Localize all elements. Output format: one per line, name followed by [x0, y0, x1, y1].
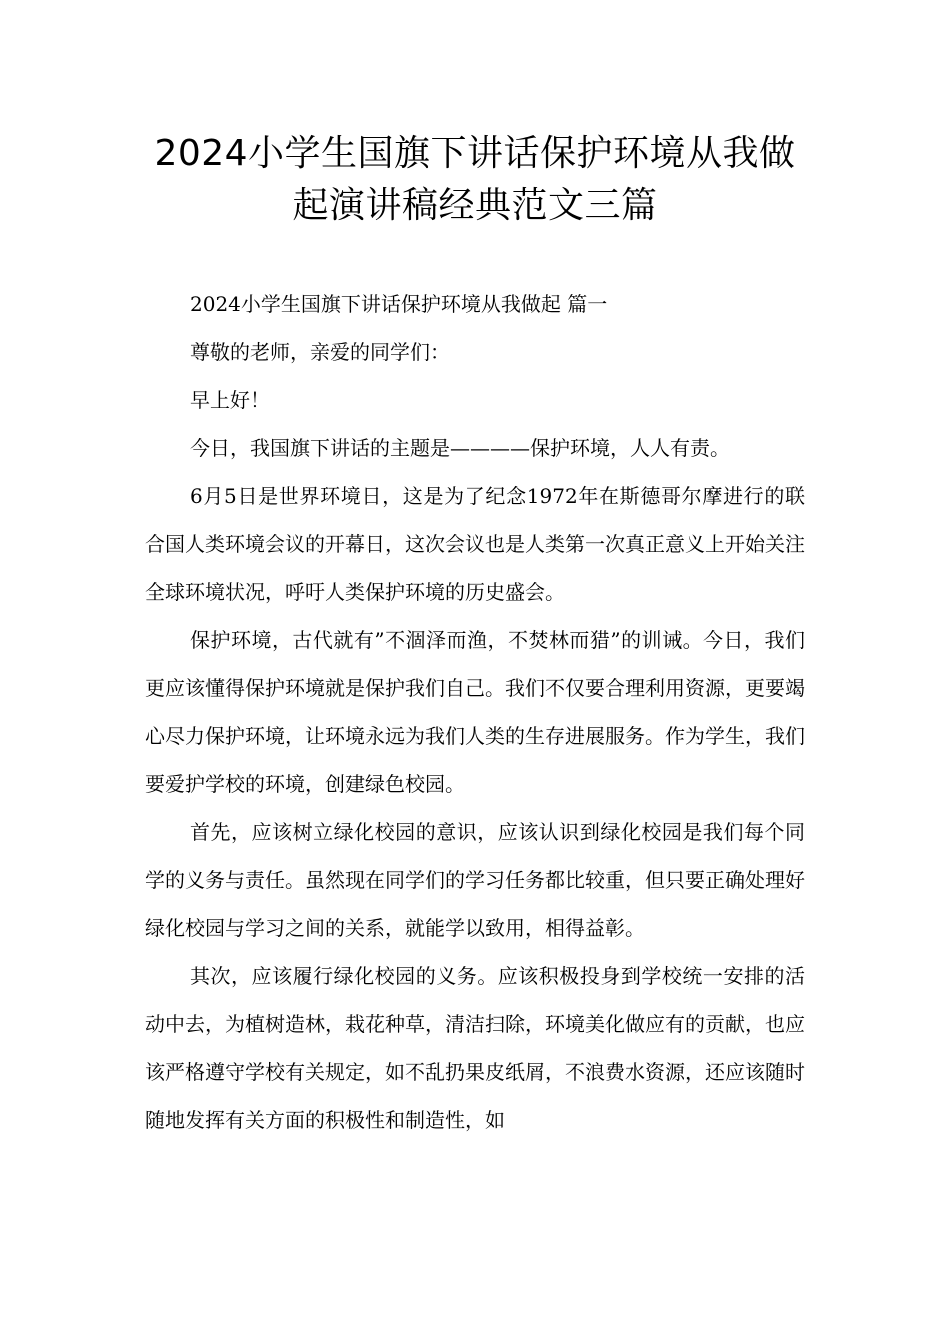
greeting: 早上好！	[190, 388, 270, 412]
document-body	[145, 280, 805, 1144]
paragraph: 6月5日是世界环境日，这是为了纪念1972年在斯德哥尔摩进行的联合国人类环境会议的开幕日，这次会议也是人类第一次真正意义上开始关注全球环境状况，呼吁人类保护环境的历史盛会。	[145, 484, 805, 604]
paragraph: 保护环境，古代就有”不涸泽而渔，不焚林而猎”的训诫。今日，我们更应该懂得保护环境就是保护我们自己。我们不仅要合理利用资源，更要竭心尽力保护环境，让环境永远为我们人类的生存进展服务。作为学生，我们要爱护学校的环境，创建绿色校园。	[145, 628, 805, 796]
title-line-2: 起演讲稿经典范文三篇	[292, 185, 658, 226]
section-heading: 2024小学生国旗下讲话保护环境从我做起 篇一	[190, 292, 608, 316]
paragraph: 今日，我国旗下讲话的主题是————保护环境，人人有责。	[190, 436, 730, 460]
document-title	[120, 128, 830, 232]
paragraph: 其次，应该履行绿化校园的义务。应该积极投身到学校统一安排的活动中去，为植树造林，栽花种草，清洁扫除，环境美化做应有的贡献，也应该严格遵守学校有关规定，如不乱扔果皮纸屑，不浪费水资源，还应该随时随地发挥有关方面的积极性和制造性，如	[145, 964, 805, 1132]
title-line-1: 2024小学生国旗下讲话保护环境从我做	[154, 133, 796, 174]
salutation: 尊敬的老师，亲爱的同学们：	[190, 340, 450, 364]
paragraph: 首先，应该树立绿化校园的意识，应该认识到绿化校园是我们每个同学的义务与责任。虽然现在同学们的学习任务都比较重，但只要正确处理好绿化校园与学习之间的关系，就能学以致用，相得益彰。	[145, 820, 805, 940]
